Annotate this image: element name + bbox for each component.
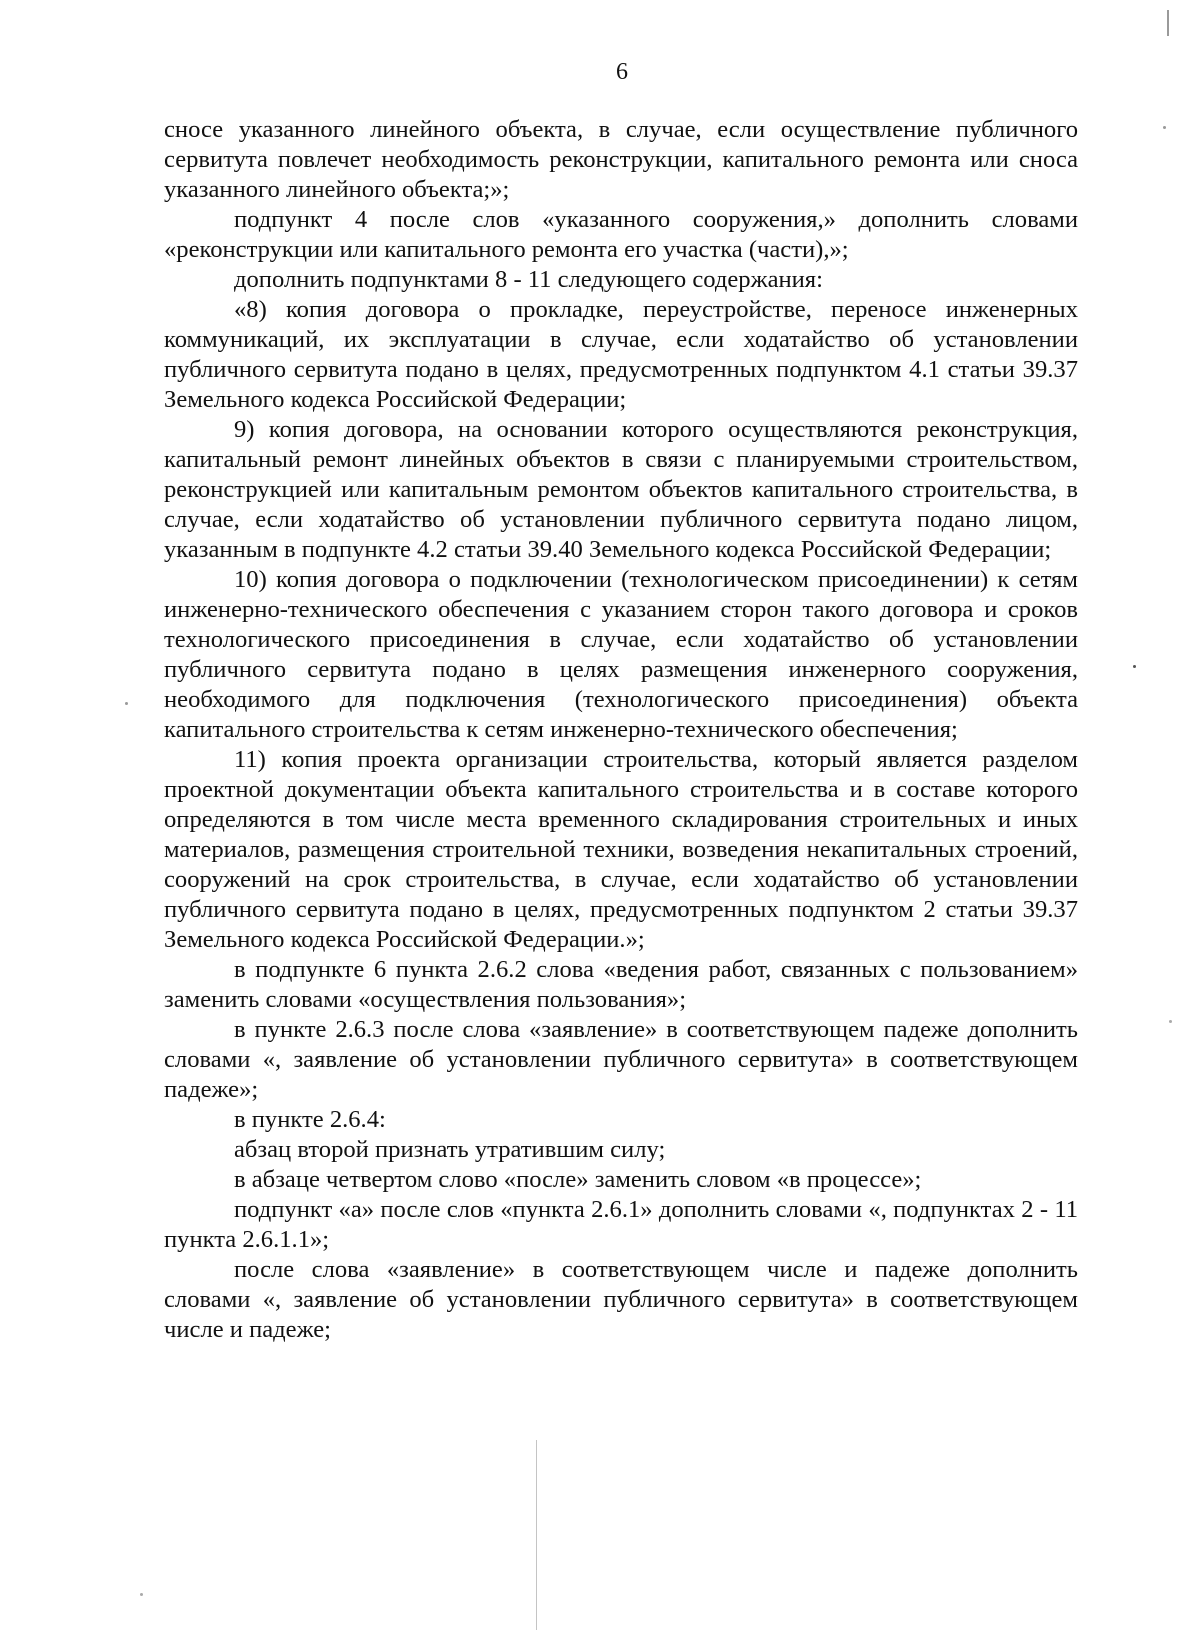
- scan-artifact-dot: [1163, 126, 1166, 129]
- paragraph-second-abzac: абзац второй признать утратившим силу;: [234, 1136, 666, 1163]
- paragraph-item-9: 9) копия договора, на основании которого осуществляются реконструкция, капитальный ремонт линейных объектов в связи с планируемыми строительством, реконструкцией или капитальным ремонтом объектов капитального строительства, в случае, если ходатайство об установлении публичного сервитута подано лицом, указанным в подпункте 4.2 статьи 39.40 Земельного кодекса Российской Федерации;: [164, 416, 1078, 563]
- paragraph-add-subpoints: дополнить подпунктами 8 - 11 следующего содержания:: [234, 266, 823, 293]
- paragraph-item-8: «8) копия договора о прокладке, переустройстве, переносе инженерных коммуникаций, их эксплуатации в случае, если ходатайство об установлении публичного сервитута подано в целях, предусмотренных подпунктом 4.1 статьи 39.37 Земельного кодекса Российской Федерации;: [164, 296, 1078, 413]
- paragraph-fourth-abzac: в абзаце четвертом слово «после» заменить словом «в процессе»;: [234, 1166, 922, 1193]
- page-number: 6: [616, 59, 628, 85]
- paragraph-subpoint-a: подпункт «а» после слов «пункта 2.6.1» дополнить словами «, подпунктах 2 - 11 пункта 2.6.1.1»;: [164, 1196, 1078, 1253]
- paragraph-item-10: 10) копия договора о подключении (технологическом присоединении) к сетям инженерно-технического обеспечения с указанием сторон такого договора и сроков технологического присоединения в случае, если ходатайство об установлении публичного сервитута подано в целях размещения инженерного сооружения, необходимого для подключения (технологического присоединения) объекта капитального строительства к сетям инженерно-технического обеспечения;: [164, 566, 1078, 743]
- scan-artifact-dot: [140, 1593, 143, 1596]
- scan-artifact-dot: [1133, 665, 1136, 668]
- paragraph-continuation: сносе указанного линейного объекта, в случае, если осуществление публичного сервитута повлечет необходимость реконструкции, капитального ремонта или сноса указанного линейного объекта;»;: [164, 116, 1078, 203]
- document-body: [164, 115, 1078, 1345]
- paragraph-point-2-6-2: в подпункте 6 пункта 2.6.2 слова «ведения работ, связанных с пользованием» заменить словами «осуществления пользования»;: [164, 956, 1078, 1013]
- paragraph-point-2-6-3: в пункте 2.6.3 после слова «заявление» в соответствующем падеже дополнить словами «, заявление об установлении публичного сервитута» в соответствующем падеже»;: [164, 1016, 1078, 1103]
- scan-artifact-line: [1167, 10, 1169, 36]
- paragraph-point-2-6-4: в пункте 2.6.4:: [234, 1106, 386, 1133]
- paragraph-after-word: после слова «заявление» в соответствующем числе и падеже дополнить словами «, заявление об установлении публичного сервитута» в соответствующем числе и падеже;: [164, 1256, 1078, 1343]
- scan-artifact-line: [536, 1440, 537, 1630]
- scan-artifact-dot: [1169, 1020, 1172, 1023]
- scan-artifact-dot: [125, 702, 128, 705]
- paragraph-item-11: 11) копия проекта организации строительства, который является разделом проектной документации объекта капитального строительства и в составе которого определяются в том числе места временного складирования строительных и иных материалов, размещения строительной техники, возведения некапитальных строений, сооружений на срок строительства, в случае, если ходатайство об установлении публичного сервитута подано в целях, предусмотренных подпунктом 2 статьи 39.37 Земельного кодекса Российской Федерации.»;: [164, 746, 1078, 953]
- paragraph-subpoint-4: подпункт 4 после слов «указанного сооружения,» дополнить словами «реконструкции или капитального ремонта его участка (части),»;: [164, 206, 1078, 263]
